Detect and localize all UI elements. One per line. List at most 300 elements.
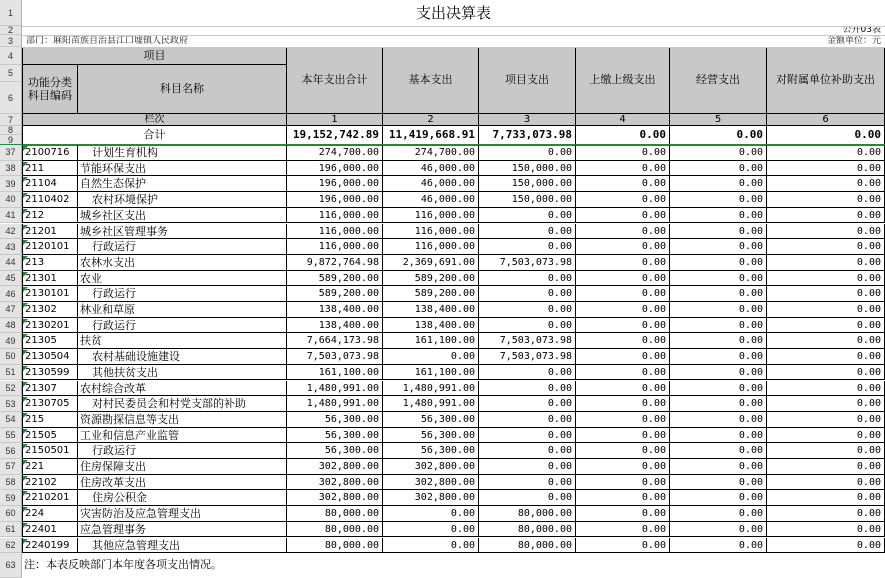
text-number-flag: [23, 272, 28, 277]
header-col-total: 本年支出合计: [287, 47, 383, 114]
subject-name-cell[interactable]: 应急管理事务: [78, 522, 287, 538]
text-number-flag: [23, 444, 28, 449]
amount-cell[interactable]: 0.00: [383, 349, 479, 365]
form-code: 公开03表: [842, 26, 881, 35]
amount-cell[interactable]: 0.00: [670, 381, 767, 397]
amount-cell[interactable]: 116,000.00: [287, 208, 383, 224]
amount-cell[interactable]: 0.00: [479, 396, 576, 412]
amount-cell[interactable]: 0.00: [479, 490, 576, 506]
amount-cell[interactable]: 0.00: [670, 318, 767, 334]
text-number-flag: [23, 460, 28, 465]
function-code-cell[interactable]: 211: [22, 161, 78, 177]
text-number-flag: [23, 429, 28, 434]
header-col-number: 6: [767, 114, 885, 126]
text-number-flag: [23, 209, 28, 214]
amount-cell[interactable]: 0.00: [767, 428, 885, 444]
amount-cell[interactable]: 0.00: [383, 506, 479, 522]
row-number[interactable]: 48: [0, 318, 22, 334]
header-func-code: 功能分类科目编码: [22, 65, 78, 114]
amount-cell[interactable]: 0.00: [479, 302, 576, 318]
row-number[interactable]: 40: [0, 192, 22, 208]
amount-cell[interactable]: 46,000.00: [383, 161, 479, 177]
amount-cell[interactable]: 0.00: [576, 459, 670, 475]
row-number[interactable]: 59: [0, 490, 22, 506]
amount-cell[interactable]: 0.00: [767, 302, 885, 318]
row-number[interactable]: 54: [0, 412, 22, 428]
amount-cell[interactable]: 0.00: [670, 475, 767, 491]
row-number[interactable]: 37: [0, 145, 22, 161]
header-col-subsidy: 对附属单位补助支出: [767, 47, 885, 114]
amount-cell[interactable]: 0.00: [383, 538, 479, 554]
text-number-flag: [23, 382, 28, 387]
function-code-cell[interactable]: 21302: [22, 302, 78, 318]
amount-cell[interactable]: 138,400.00: [287, 318, 383, 334]
amount-cell[interactable]: 0.00: [767, 161, 885, 177]
function-code-cell[interactable]: 2130705: [22, 396, 78, 412]
amount-cell[interactable]: 0.00: [576, 538, 670, 554]
text-number-flag: [23, 146, 28, 151]
text-number-flag: [23, 476, 28, 481]
subject-name-cell[interactable]: 农村基础设施建设: [78, 349, 287, 365]
gridline: [22, 35, 885, 36]
function-code-cell[interactable]: 213: [22, 255, 78, 271]
function-code-cell[interactable]: 2130201: [22, 318, 78, 334]
function-code-cell[interactable]: 2150501: [22, 443, 78, 459]
amount-cell[interactable]: 0.00: [767, 176, 885, 192]
sum-value: 0.00: [576, 126, 670, 145]
row-number[interactable]: 50: [0, 349, 22, 365]
row-number[interactable]: 55: [0, 428, 22, 444]
amount-cell[interactable]: 80,000.00: [287, 538, 383, 554]
amount-cell[interactable]: 7,503,073.98: [479, 255, 576, 271]
header-col-upper: 上缴上级支出: [576, 47, 670, 114]
amount-cell[interactable]: 0.00: [670, 333, 767, 349]
amount-cell[interactable]: 0.00: [670, 208, 767, 224]
function-code-cell[interactable]: 224: [22, 506, 78, 522]
row-number[interactable]: 9: [0, 135, 22, 145]
header-col-number: 3: [479, 114, 576, 126]
text-number-flag: [23, 162, 28, 167]
amount-cell[interactable]: 0.00: [670, 161, 767, 177]
amount-cell[interactable]: 0.00: [576, 192, 670, 208]
text-number-flag: [23, 334, 28, 339]
subject-name-cell[interactable]: 住房公积金: [78, 490, 287, 506]
amount-cell[interactable]: 0.00: [670, 459, 767, 475]
text-number-flag: [23, 319, 28, 324]
amount-cell[interactable]: 0.00: [767, 538, 885, 554]
function-code-cell[interactable]: 2130504: [22, 349, 78, 365]
amount-cell[interactable]: 56,300.00: [287, 443, 383, 459]
department-label: 部门：麻阳苗族自治县江口墟镇人民政府: [26, 36, 189, 46]
row-number[interactable]: 60: [0, 506, 22, 522]
row-number[interactable]: 58: [0, 475, 22, 491]
amount-cell[interactable]: 0.00: [576, 161, 670, 177]
function-code-cell[interactable]: 215: [22, 412, 78, 428]
text-number-flag: [23, 366, 28, 371]
row-number[interactable]: 3: [0, 35, 22, 47]
header-col-project: 项目支出: [479, 47, 576, 114]
amount-cell[interactable]: 150,000.00: [479, 176, 576, 192]
amount-cell[interactable]: 0.00: [670, 365, 767, 381]
amount-cell[interactable]: 0.00: [767, 443, 885, 459]
row-number[interactable]: 41: [0, 208, 22, 224]
amount-cell[interactable]: 0.00: [670, 255, 767, 271]
amount-cell[interactable]: 80,000.00: [479, 522, 576, 538]
row-number[interactable]: 6: [0, 82, 22, 114]
amount-cell[interactable]: 302,800.00: [383, 490, 479, 506]
text-number-flag: [23, 539, 28, 544]
function-code-cell[interactable]: 21505: [22, 428, 78, 444]
amount-cell[interactable]: 0.00: [670, 239, 767, 255]
subject-name-cell[interactable]: 行政运行: [78, 318, 287, 334]
amount-cell[interactable]: 0.00: [576, 381, 670, 397]
amount-cell[interactable]: 0.00: [576, 365, 670, 381]
amount-cell[interactable]: 196,000.00: [287, 161, 383, 177]
amount-cell[interactable]: 302,800.00: [287, 475, 383, 491]
amount-cell[interactable]: 0.00: [479, 475, 576, 491]
amount-cell[interactable]: 0.00: [383, 522, 479, 538]
amount-cell[interactable]: 0.00: [479, 224, 576, 240]
amount-cell[interactable]: 0.00: [670, 522, 767, 538]
function-code-cell[interactable]: 2100716: [22, 145, 78, 161]
amount-cell[interactable]: 0.00: [576, 396, 670, 412]
amount-cell[interactable]: 0.00: [576, 145, 670, 161]
amount-cell[interactable]: 0.00: [576, 239, 670, 255]
amount-cell[interactable]: 7,664,173.98: [287, 333, 383, 349]
subject-name-cell[interactable]: 资源勘探信息等支出: [78, 412, 287, 428]
subject-name-cell[interactable]: 其他扶贫支出: [78, 365, 287, 381]
row-number[interactable]: 43: [0, 239, 22, 255]
amount-cell[interactable]: 0.00: [576, 443, 670, 459]
amount-cell[interactable]: 0.00: [767, 239, 885, 255]
amount-cell[interactable]: 46,000.00: [383, 176, 479, 192]
amount-cell[interactable]: 0.00: [767, 381, 885, 397]
subject-name-cell[interactable]: 农村综合改革: [78, 381, 287, 397]
amount-cell[interactable]: 138,400.00: [383, 318, 479, 334]
amount-cell[interactable]: 0.00: [576, 271, 670, 287]
sum-value: 0.00: [670, 126, 767, 145]
text-number-flag: [23, 240, 28, 245]
amount-cell[interactable]: 0.00: [767, 412, 885, 428]
text-number-flag: [23, 193, 28, 198]
amount-cell[interactable]: 116,000.00: [287, 224, 383, 240]
amount-cell[interactable]: 0.00: [670, 286, 767, 302]
amount-cell[interactable]: 0.00: [670, 176, 767, 192]
function-code-cell[interactable]: 2130599: [22, 365, 78, 381]
subject-name-cell[interactable]: 灾害防治及应急管理支出: [78, 506, 287, 522]
amount-cell[interactable]: 0.00: [767, 192, 885, 208]
amount-cell[interactable]: 0.00: [479, 239, 576, 255]
subject-name-cell[interactable]: 林业和草原: [78, 302, 287, 318]
row-number[interactable]: 1: [0, 0, 22, 26]
header-col-number: 4: [576, 114, 670, 126]
amount-cell[interactable]: 0.00: [670, 192, 767, 208]
amount-cell[interactable]: 302,800.00: [383, 475, 479, 491]
row-number[interactable]: 38: [0, 161, 22, 177]
amount-cell[interactable]: 0.00: [670, 506, 767, 522]
amount-cell[interactable]: 0.00: [670, 443, 767, 459]
amount-cell[interactable]: 302,800.00: [383, 459, 479, 475]
amount-cell[interactable]: 56,300.00: [383, 443, 479, 459]
amount-cell[interactable]: 0.00: [767, 271, 885, 287]
row-number[interactable]: 51: [0, 365, 22, 381]
amount-cell[interactable]: 196,000.00: [287, 176, 383, 192]
subject-name-cell[interactable]: 计划生育机构: [78, 145, 287, 161]
amount-cell[interactable]: 0.00: [767, 490, 885, 506]
row-number[interactable]: 45: [0, 271, 22, 287]
amount-cell[interactable]: 0.00: [576, 208, 670, 224]
amount-cell[interactable]: 0.00: [576, 286, 670, 302]
text-number-flag: [23, 303, 28, 308]
row-number[interactable]: 44: [0, 255, 22, 271]
text-number-flag: [23, 413, 28, 418]
amount-cell[interactable]: 196,000.00: [287, 192, 383, 208]
amount-cell[interactable]: 0.00: [576, 333, 670, 349]
subject-name-cell[interactable]: 节能环保支出: [78, 161, 287, 177]
row-number[interactable]: 57: [0, 459, 22, 475]
amount-cell[interactable]: 1,480,991.00: [383, 396, 479, 412]
amount-cell[interactable]: 0.00: [767, 506, 885, 522]
text-number-flag: [23, 491, 28, 496]
function-code-cell[interactable]: 2130101: [22, 286, 78, 302]
subject-name-cell[interactable]: 农业: [78, 271, 287, 287]
row-number[interactable]: 39: [0, 176, 22, 192]
unit-label: 金额单位：元: [826, 36, 881, 46]
amount-cell[interactable]: 0.00: [479, 145, 576, 161]
amount-cell[interactable]: 302,800.00: [287, 459, 383, 475]
text-number-flag: [23, 256, 28, 261]
amount-cell[interactable]: 0.00: [670, 349, 767, 365]
row-number[interactable]: 4: [0, 47, 22, 65]
page-title: 支出决算表: [415, 4, 491, 22]
amount-cell[interactable]: 1,480,991.00: [287, 381, 383, 397]
subject-name-cell[interactable]: 住房改革支出: [78, 475, 287, 491]
subject-name-cell[interactable]: 农村环境保护: [78, 192, 287, 208]
amount-cell[interactable]: 0.00: [576, 302, 670, 318]
amount-cell[interactable]: 1,480,991.00: [383, 381, 479, 397]
amount-cell[interactable]: 80,000.00: [479, 538, 576, 554]
amount-cell[interactable]: 0.00: [576, 412, 670, 428]
amount-cell[interactable]: 0.00: [479, 286, 576, 302]
header-subject-name: 科目名称: [78, 65, 287, 114]
row-number[interactable]: 62: [0, 538, 22, 554]
amount-cell[interactable]: 274,700.00: [383, 145, 479, 161]
amount-cell[interactable]: 589,200.00: [383, 286, 479, 302]
function-code-cell[interactable]: 22102: [22, 475, 78, 491]
text-number-flag: [23, 397, 28, 402]
amount-cell[interactable]: 0.00: [576, 428, 670, 444]
amount-cell[interactable]: 0.00: [576, 349, 670, 365]
header-col-number: 2: [383, 114, 479, 126]
row-number[interactable]: 52: [0, 381, 22, 397]
row-number[interactable]: 8: [0, 126, 22, 135]
amount-cell[interactable]: 116,000.00: [383, 239, 479, 255]
amount-cell[interactable]: 0.00: [576, 176, 670, 192]
text-number-flag: [23, 287, 28, 292]
amount-cell[interactable]: 0.00: [767, 522, 885, 538]
header-col-number: 5: [670, 114, 767, 126]
amount-cell[interactable]: 0.00: [670, 271, 767, 287]
amount-cell[interactable]: 274,700.00: [287, 145, 383, 161]
amount-cell[interactable]: 0.00: [767, 208, 885, 224]
row-number[interactable]: 2: [0, 26, 22, 35]
subject-name-cell[interactable]: 自然生态保护: [78, 176, 287, 192]
amount-cell[interactable]: 0.00: [576, 475, 670, 491]
sum-value: 7,733,073.98: [479, 126, 576, 145]
row-number[interactable]: 49: [0, 333, 22, 349]
function-code-cell[interactable]: 21305: [22, 333, 78, 349]
function-code-cell[interactable]: 21307: [22, 381, 78, 397]
amount-cell[interactable]: 589,200.00: [287, 286, 383, 302]
function-code-cell[interactable]: 21104: [22, 176, 78, 192]
header-col-basic: 基本支出: [383, 47, 479, 114]
amount-cell[interactable]: 302,800.00: [287, 490, 383, 506]
subject-name-cell[interactable]: 其他应急管理支出: [78, 538, 287, 554]
amount-cell[interactable]: 138,400.00: [287, 302, 383, 318]
text-number-flag: [23, 177, 28, 182]
amount-cell[interactable]: 0.00: [576, 522, 670, 538]
amount-cell[interactable]: 7,503,073.98: [287, 349, 383, 365]
row-number[interactable]: 56: [0, 443, 22, 459]
subject-name-cell[interactable]: 对村民委员会和村党支部的补助: [78, 396, 287, 412]
amount-cell[interactable]: 0.00: [767, 475, 885, 491]
amount-cell[interactable]: 0.00: [767, 255, 885, 271]
text-number-flag: [23, 523, 28, 528]
amount-cell[interactable]: 0.00: [767, 286, 885, 302]
row-number[interactable]: 63: [0, 553, 22, 578]
amount-cell[interactable]: 0.00: [767, 318, 885, 334]
amount-cell[interactable]: 0.00: [767, 365, 885, 381]
function-code-cell[interactable]: 2210201: [22, 490, 78, 506]
function-code-cell[interactable]: 22401: [22, 522, 78, 538]
row-number[interactable]: 61: [0, 522, 22, 538]
subject-name-cell[interactable]: 扶贫: [78, 333, 287, 349]
sum-value: 19,152,742.89: [287, 126, 383, 145]
amount-cell[interactable]: 161,100.00: [383, 365, 479, 381]
function-code-cell[interactable]: 2110402: [22, 192, 78, 208]
amount-cell[interactable]: 80,000.00: [479, 506, 576, 522]
amount-cell[interactable]: 1,480,991.00: [287, 396, 383, 412]
amount-cell[interactable]: 0.00: [670, 302, 767, 318]
amount-cell[interactable]: 0.00: [479, 318, 576, 334]
amount-cell[interactable]: 0.00: [479, 365, 576, 381]
row-number[interactable]: 53: [0, 396, 22, 412]
subject-name-cell[interactable]: 工业和信息产业监管: [78, 428, 287, 444]
function-code-cell[interactable]: 212: [22, 208, 78, 224]
subject-name-cell[interactable]: 行政运行: [78, 239, 287, 255]
amount-cell[interactable]: 0.00: [479, 412, 576, 428]
amount-cell[interactable]: 46,000.00: [383, 192, 479, 208]
amount-cell[interactable]: 138,400.00: [383, 302, 479, 318]
subject-name-cell[interactable]: 城乡社区支出: [78, 208, 287, 224]
gridline: [22, 47, 885, 48]
text-number-flag: [23, 350, 28, 355]
amount-cell[interactable]: 0.00: [479, 381, 576, 397]
amount-cell[interactable]: 0.00: [767, 145, 885, 161]
amount-cell[interactable]: 589,200.00: [287, 271, 383, 287]
function-code-cell[interactable]: 221: [22, 459, 78, 475]
amount-cell[interactable]: 0.00: [479, 459, 576, 475]
function-code-cell[interactable]: 2120101: [22, 239, 78, 255]
amount-cell[interactable]: 56,300.00: [383, 428, 479, 444]
amount-cell[interactable]: 2,369,691.00: [383, 255, 479, 271]
subject-name-cell[interactable]: 行政运行: [78, 443, 287, 459]
header-row-label: 栏次: [22, 114, 287, 126]
amount-cell[interactable]: 0.00: [576, 224, 670, 240]
amount-cell[interactable]: 0.00: [670, 396, 767, 412]
gridline: [22, 26, 885, 27]
row-number[interactable]: 42: [0, 224, 22, 240]
amount-cell[interactable]: 7,503,073.98: [479, 333, 576, 349]
amount-cell[interactable]: 0.00: [767, 224, 885, 240]
amount-cell[interactable]: 116,000.00: [383, 208, 479, 224]
amount-cell[interactable]: 589,200.00: [383, 271, 479, 287]
row-number[interactable]: 7: [0, 114, 22, 126]
amount-cell[interactable]: 116,000.00: [287, 239, 383, 255]
amount-cell[interactable]: 150,000.00: [479, 192, 576, 208]
amount-cell[interactable]: 161,100.00: [383, 333, 479, 349]
amount-cell[interactable]: 80,000.00: [287, 506, 383, 522]
sum-label: 合计: [22, 126, 287, 145]
amount-cell[interactable]: 9,872,764.98: [287, 255, 383, 271]
amount-cell[interactable]: 0.00: [479, 428, 576, 444]
text-number-flag: [23, 225, 28, 230]
amount-cell[interactable]: 0.00: [767, 459, 885, 475]
amount-cell[interactable]: 150,000.00: [479, 161, 576, 177]
subject-name-cell[interactable]: 行政运行: [78, 286, 287, 302]
amount-cell[interactable]: 0.00: [479, 208, 576, 224]
row-number[interactable]: 5: [0, 65, 22, 82]
amount-cell[interactable]: 116,000.00: [383, 224, 479, 240]
row-number[interactable]: 47: [0, 302, 22, 318]
amount-cell[interactable]: 0.00: [576, 255, 670, 271]
amount-cell[interactable]: 0.00: [670, 224, 767, 240]
amount-cell[interactable]: 7,503,073.98: [479, 349, 576, 365]
row-number[interactable]: 46: [0, 286, 22, 302]
subject-name-cell[interactable]: 农林水支出: [78, 255, 287, 271]
amount-cell[interactable]: 80,000.00: [287, 522, 383, 538]
amount-cell[interactable]: 56,300.00: [383, 412, 479, 428]
sum-value: 11,419,668.91: [383, 126, 479, 145]
sum-value: 0.00: [767, 126, 885, 145]
subject-name-cell[interactable]: 住房保障支出: [78, 459, 287, 475]
amount-cell[interactable]: 56,300.00: [287, 412, 383, 428]
amount-cell[interactable]: 0.00: [576, 318, 670, 334]
subject-name-cell[interactable]: 城乡社区管理事务: [78, 224, 287, 240]
amount-cell[interactable]: 0.00: [670, 145, 767, 161]
table-note: 注：本表反映部门本年度各项支出情况。: [24, 558, 222, 572]
header-col-business: 经营支出: [670, 47, 767, 114]
function-code-cell[interactable]: 21201: [22, 224, 78, 240]
text-number-flag: [23, 507, 28, 512]
amount-cell[interactable]: 0.00: [670, 428, 767, 444]
amount-cell[interactable]: 0.00: [670, 538, 767, 554]
amount-cell[interactable]: 56,300.00: [287, 428, 383, 444]
amount-cell[interactable]: 0.00: [670, 412, 767, 428]
amount-cell[interactable]: 0.00: [576, 506, 670, 522]
amount-cell[interactable]: 0.00: [479, 443, 576, 459]
header-project: 项目: [22, 47, 287, 65]
amount-cell[interactable]: 161,100.00: [287, 365, 383, 381]
function-code-cell[interactable]: 2240199: [22, 538, 78, 554]
amount-cell[interactable]: 0.00: [479, 271, 576, 287]
amount-cell[interactable]: 0.00: [767, 349, 885, 365]
amount-cell[interactable]: 0.00: [767, 333, 885, 349]
amount-cell[interactable]: 0.00: [670, 490, 767, 506]
amount-cell[interactable]: 0.00: [767, 396, 885, 412]
function-code-cell[interactable]: 21301: [22, 271, 78, 287]
amount-cell[interactable]: 0.00: [576, 490, 670, 506]
